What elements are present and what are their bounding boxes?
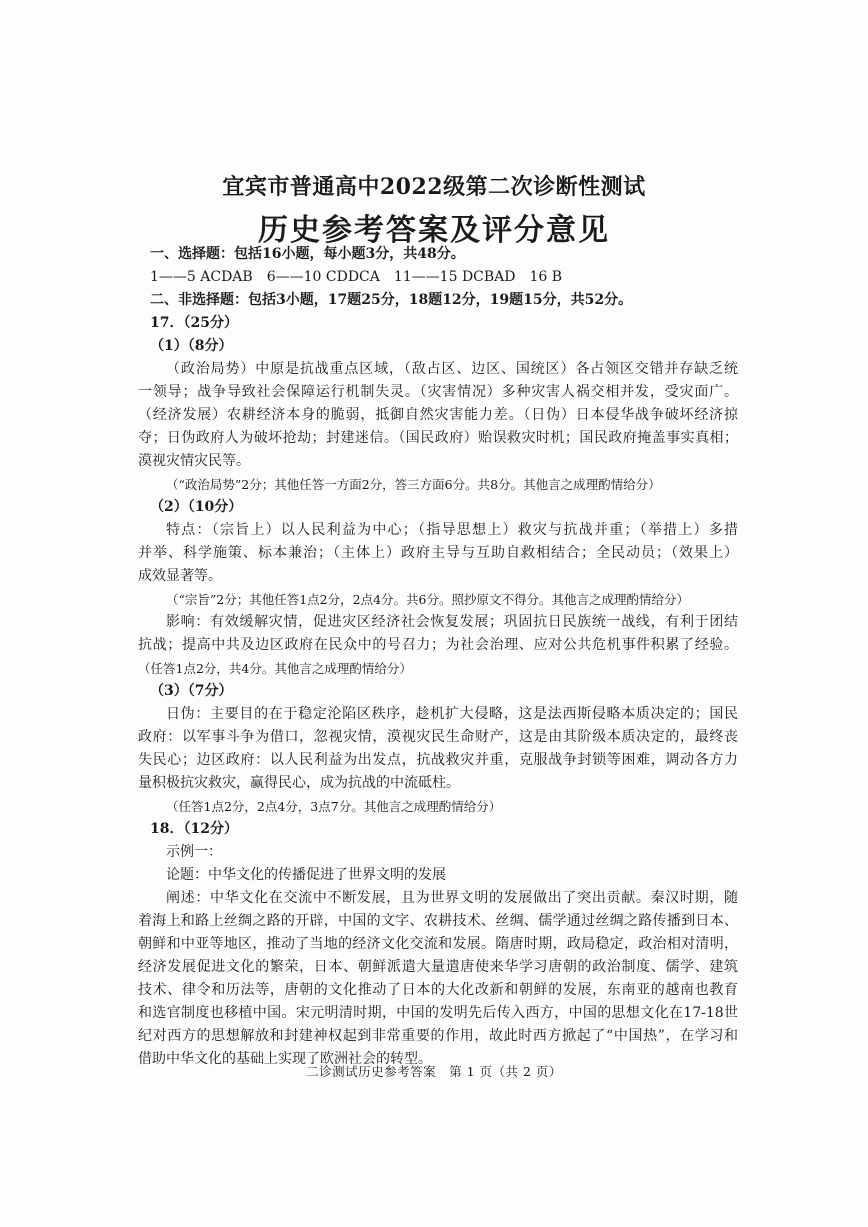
answer-line: （政治局势）中原是抗战重点区域，（敌占区、边区、国统区）各占领区交错并存缺乏统 bbox=[166, 361, 738, 377]
section-heading-nonchoice: 二、非选择题：包括3小题，17题25分，18题12分，19题15分，共52分。 bbox=[150, 292, 633, 308]
scoring-note: （“宗旨”2分；其他任答1点2分，2点4分。共6分。照抄原文不得分。其他言之成理酌情给分） bbox=[166, 592, 689, 607]
scoring-note: （“政治局势”2分；其他任答一方面2分，答三方面6分。共8分。其他言之成理酌情给分） bbox=[166, 477, 661, 492]
answer-line: 经济发展促进文化的繁荣，日本、朝鲜派遣大量遣唐使来华学习唐朝的政治制度、儒学、建筑 bbox=[138, 959, 738, 975]
answer-line: 借助中华文化的基础上实现了欧洲社会的转型。 bbox=[138, 1051, 432, 1067]
answer-line: 并举、科学施策、标本兼治；（主体上）政府主导与互助自救相结合；全民动员；（效果上） bbox=[138, 545, 738, 561]
answer-line: 技术、律令和历法等，唐朝的文化推动了日本的大化改新和朝鲜的发展，东南亚的越南也教育 bbox=[138, 982, 738, 998]
scoring-note: （任答1点2分，共4分。其他言之成理酌情给分） bbox=[138, 661, 412, 676]
q17-part1-heading: （1）（8分） bbox=[150, 338, 233, 354]
answer-line: 和选官制度也移植中国。宋元明清时期，中国的发明先后传入西方，中国的思想文化在17-18世 bbox=[138, 1005, 738, 1021]
answer-line: 朝鲜和中亚等地区，推动了当地的经济文化交流和发展。隋唐时期，政局稳定，政治相对清明， bbox=[138, 936, 738, 952]
scoring-note: （任答1点2分，2点4分，3点7分。其他言之成理酌情给分） bbox=[166, 799, 502, 814]
answer-line: 量积极抗灾救灾，赢得民心，成为抗战的中流砥柱。 bbox=[138, 775, 460, 791]
page-footer: 二诊测试历史参考答案 第 1 页（共 2 页） bbox=[306, 1064, 562, 1079]
q17-part2-heading: （2）（10分） bbox=[150, 499, 243, 515]
answer-line: 一领导；战争导致社会保障运行机制失灵。（灾害情况）多种灾害人祸交相并发，受灾面广。 bbox=[138, 384, 738, 400]
answer-line: 日伪：主要目的在于稳定沦陷区秩序，趁机扩大侵略，这是法西斯侵略本质决定的；国民 bbox=[166, 706, 738, 722]
choice-answers: 1——5 ACDAB 6——10 CDDCA 11——15 DCBAD 16 B bbox=[150, 269, 563, 285]
answer-line: 夺；日伪政府人为破坏抢劫；封建迷信。（国民政府）贻误救灾时机；国民政府掩盖事实真相； bbox=[138, 430, 738, 446]
answer-line: 影响：有效缓解灾情，促进灾区经济社会恢复发展；巩固抗日民族统一战线，有利于团结 bbox=[166, 614, 738, 630]
q17-part3-heading: （3）（7分） bbox=[150, 683, 233, 699]
answer-line: 政府：以军事斗争为借口，忽视灾情，漠视灾民生命财产，这是由其阶级本质决定的，最终丧 bbox=[138, 729, 738, 745]
answer-line: 纪对西方的思想解放和封建神权起到非常重要的作用，故此时西方掀起了“中国热”，在学习和 bbox=[138, 1028, 738, 1044]
answer-line: 成效显著等。 bbox=[138, 568, 222, 584]
question-18-heading: 18．（12分） bbox=[150, 821, 238, 837]
doc-subtitle: 历史参考答案及评分意见 bbox=[258, 213, 610, 248]
answer-line: （经济发展）农耕经济本身的脆弱，抵御自然灾害能力差。（日伪）日本侵华战争破坏经济掠 bbox=[138, 407, 738, 423]
example-label: 示例一： bbox=[166, 844, 222, 860]
section-heading-choice: 一、选择题：包括16小题，每小题3分，共48分。 bbox=[150, 246, 465, 262]
answer-line: 失民心；边区政府：以人民利益为出发点，抗战救灾并重，克服战争封锁等困难，调动各方力 bbox=[138, 752, 738, 768]
doc-title: 宜宾市普通高中2022级第二次诊断性测试 bbox=[222, 174, 646, 200]
answer-line: 阐述：中华文化在交流中不断发展，且为世界文明的发展做出了突出贡献。秦汉时期，随 bbox=[166, 890, 738, 906]
answer-line: 漠视灾情灾民等。 bbox=[138, 453, 250, 469]
thesis-line: 论题：中华文化的传播促进了世界文明的发展 bbox=[166, 867, 446, 883]
question-17-heading: 17．（25分） bbox=[150, 315, 238, 331]
answer-line: 着海上和路上丝绸之路的开辟，中国的文字、农耕技术、丝绸、儒学通过丝绸之路传播到日本、 bbox=[138, 913, 738, 929]
answer-line: 抗战；提高中共及边区政府在民众中的号召力；为社会治理、应对公共危机事件积累了经验。 bbox=[138, 637, 738, 653]
answer-content bbox=[138, 243, 738, 1071]
answer-line: 特点：（宗旨上）以人民利益为中心；（指导思想上）救灾与抗战并重；（举措上）多措 bbox=[166, 522, 738, 538]
